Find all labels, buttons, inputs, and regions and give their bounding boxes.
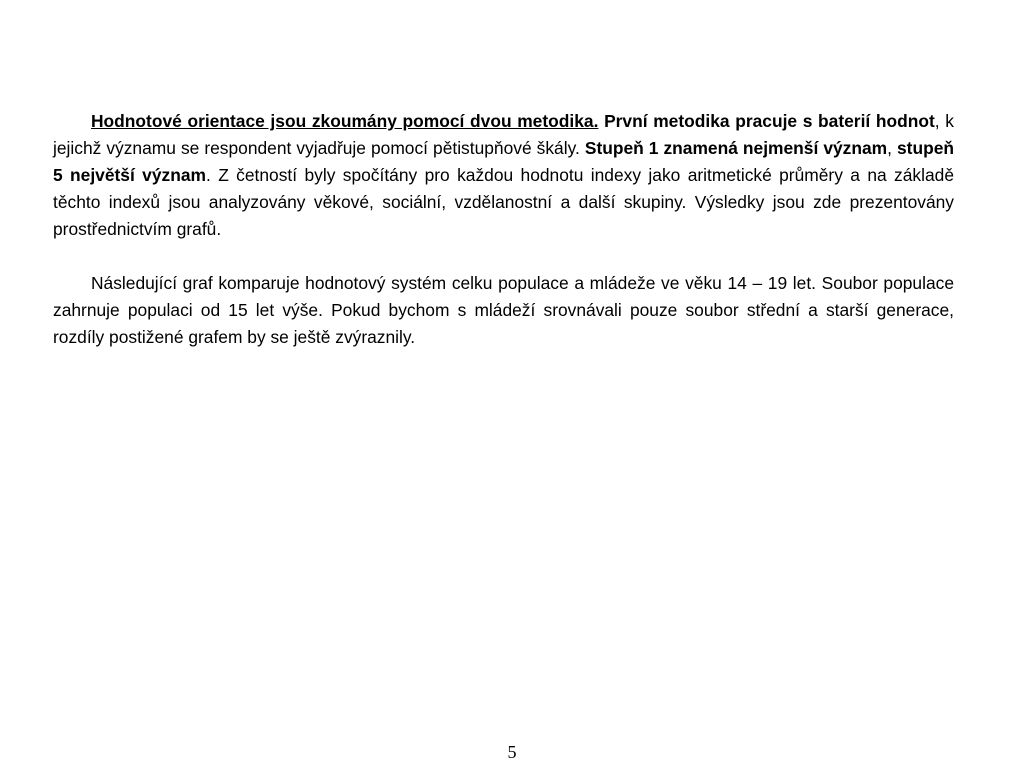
page-number: 5: [507, 742, 517, 762]
paragraph-comparison: [53, 270, 954, 351]
emphasis-scale-1: Stupeň 1 znamená nejmenší význam: [584, 138, 888, 158]
text-span: , k jejichž významu se respondent vyjadřuje pomocí pětistupňové škály.: [53, 111, 954, 158]
text-span: . Z četností byly spočítány pro každou hodnotu indexy jako aritmetické průměry a na základě těchto indexů jsou analyzovány věkové, sociální, vzdělanostní a další skupiny. Výsledky jsou zde prezentovány prostřednictvím grafů.: [53, 165, 954, 239]
emphasis-scale-5: stupeň 5 největší význam: [53, 138, 954, 185]
text-span: ,: [887, 138, 897, 158]
paragraph-text: Následující graf komparuje hodnotový systém celku populace a mládeže ve věku 14 – 19 let. Soubor populace zahrnuje populaci od 15 let výše. Pokud bychom s mládeží srovnávali pouze soubor střední a starší generace, rozdíly postižené grafem by se ještě zvýraznily.: [53, 273, 954, 347]
document-body: [53, 108, 954, 351]
paragraph-methodology: [53, 108, 954, 243]
heading-sentence: Hodnotové orientace jsou zkoumány pomocí dvou metodika.: [91, 111, 599, 131]
emphasis-first-method: První metodika pracuje s baterií hodnot: [604, 111, 935, 131]
